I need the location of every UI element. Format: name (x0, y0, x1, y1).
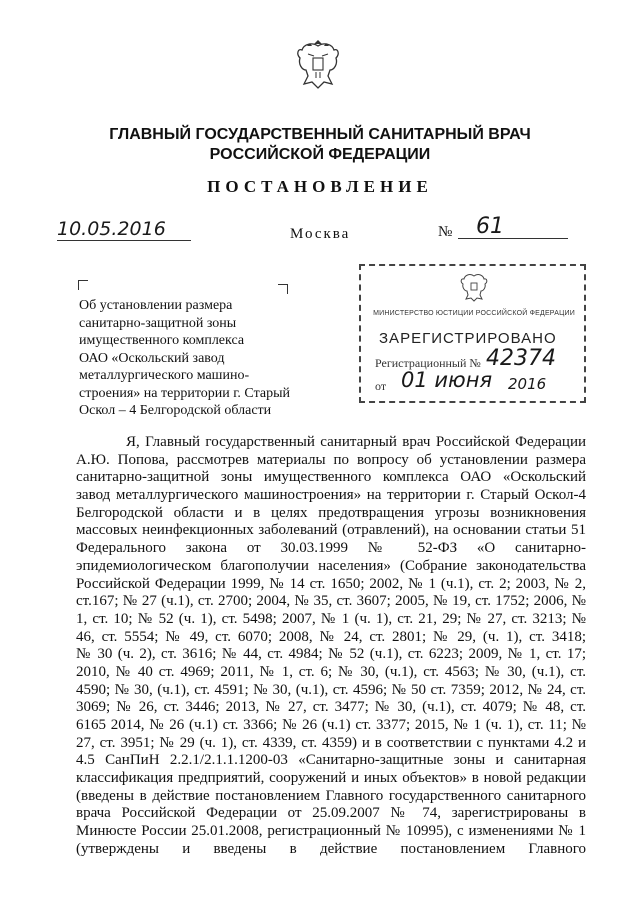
subject-line: ОАО «Оскольский завод (79, 350, 225, 366)
body-line: 46, ст. 5554; № 49, ст. 6070; 2008, № 24, ст. 2801; № 29, (ч. 1), ст. 3418; (76, 628, 586, 645)
body-line: 3069; № 26, ст. 3446; 2013, № 27, ст. 3477; № 30, (ч.1), ст. 4079; № 48, ст. (76, 699, 586, 716)
body-line: врача Российской Федерации от 25.09.2007 № 74, зарегистрированы в (76, 805, 586, 822)
body-line: Я, Главный государственный санитарный врач Российской Федерации (126, 434, 586, 450)
document-date: 10.05.2016 (57, 218, 191, 241)
body-line: Белгородской области и в целях предотвращения угрозы возникновения (76, 504, 586, 521)
subject-bracket-right (278, 284, 288, 294)
stamp-reg-year: 2016 (508, 375, 547, 393)
body-line: № 30 (ч. 2), ст. 3616; № 44, ст. 4984; № 52 (ч.1), ст. 6223; 2009, № 1, ст. 17; (76, 646, 586, 663)
body-line: Российской Федерации 1999, № 14 ст. 1650; 2002, № 1 (ч.1), ст. 2; 2003, № 2, (76, 575, 586, 592)
body-line: А.Ю. Попова, рассмотрев материалы по вопросу об установлении размера (76, 451, 586, 468)
body-line: массовых неинфекционных заболеваний (отравлений), на основании статьи 51 (76, 522, 586, 539)
body-line: 27, ст. 3951; № 29 (ч. 1), ст. 4339, ст. 4359) и в соответствии с пунктами 4.2 и (76, 734, 586, 751)
document-subject (79, 297, 294, 420)
stamp-reg-number-label: Регистрационный № (375, 356, 481, 370)
body-line: 6165 2014, № 26 (ч.1) ст. 3366; № 26 (ч.1) ст. 3377; 2015, № 1 (ч. 1), ст. 11; № (76, 717, 586, 733)
body-line: Федерального закона от 30.03.1999 № 52-ФЗ «О санитарно- (76, 540, 586, 557)
stamp-ministry: МИНИСТЕРСТВО ЮСТИЦИИ РОССИЙСКОЙ ФЕДЕРАЦИИ (373, 310, 575, 317)
subject-line: Оскол – 4 Белгородской области (79, 403, 272, 418)
body-line: 4590; № 30, (ч.1), ст. 4591; № 30, (ч.1), ст. 4596; № 50 ст. 7359; 2012, № 24, ст. (76, 681, 586, 698)
document-number-underline (458, 238, 568, 239)
stamp-registered: ЗАРЕГИСТРИРОВАНО (379, 330, 557, 347)
stamp-from-label: от (375, 379, 387, 393)
body-line: завод металлургического машиностроения» на территории г. Старый Оскол-4 (76, 487, 586, 504)
body-line: Минюсте России 25.01.2008, регистрационный № 10995), с изменениями № 1 (76, 823, 586, 840)
document-number: 61 (476, 214, 504, 239)
subject-line: санитарно-защитной зоны (79, 315, 237, 331)
stamp-reg-date: 01 июня (401, 368, 493, 392)
subject-line: Об установлении размера (79, 298, 233, 313)
document-number-label: № (438, 224, 453, 240)
subject-line: имущественного комплекса (79, 333, 245, 348)
subject-line: металлургического машино- (79, 368, 250, 383)
body-line: 2010, № 40 ст. 4969; 2011, № 1, ст. 6; № 30, (ч.1), ст. 4563; № 30, (ч.1), ст. (76, 663, 586, 680)
resolution-body (76, 434, 586, 859)
body-line: ст.167; № 27 (ч.1), ст. 2700; 2004, № 35, ст. 3607; 2005, № 19, ст. 1752; 2006, № (76, 593, 586, 610)
stamp-emblem-icon (459, 272, 489, 302)
stamp-reg-number: 42374 (486, 346, 556, 371)
body-line: классификация предприятий, сооружений и иных объектов» в новой редакции (76, 770, 586, 787)
document-type: ПОСТАНОВЛЕНИЕ (207, 177, 433, 196)
subject-line: строения» на территории г. Старый (79, 385, 290, 401)
coat-of-arms-emblem (294, 40, 342, 92)
body-line: 4.5 СанПиН 2.2.1/2.1.1.1200-03 «Санитарно-защитные зоны и санитарная (76, 752, 586, 769)
body-line: 1, ст. 10; № 52 (ч. 1), ст. 5498; 2007, № 1 (ч. 1), ст. 21, 29; № 27, ст. 3213; № (76, 610, 586, 627)
registration-stamp (359, 264, 586, 403)
issuer-title-line-1: ГЛАВНЫЙ ГОСУДАРСТВЕННЫЙ САНИТАРНЫЙ ВРАЧ (109, 126, 531, 143)
body-line: эпидемиологическом благополучии населения» (Собрание законодательства (76, 557, 586, 574)
subject-bracket-left (78, 280, 88, 290)
body-line: санитарно-защитной зоны имущественного комплекса ОАО «Оскольский (76, 469, 586, 486)
body-line: (утверждены и введены в действие постановлением Главного (76, 840, 586, 857)
document-city: Москва (290, 226, 351, 242)
issuer-title-line-2: РОССИЙСКОЙ ФЕДЕРАЦИИ (209, 146, 431, 163)
body-line: (введены в действие постановлением Главного государственного санитарного (76, 787, 586, 804)
